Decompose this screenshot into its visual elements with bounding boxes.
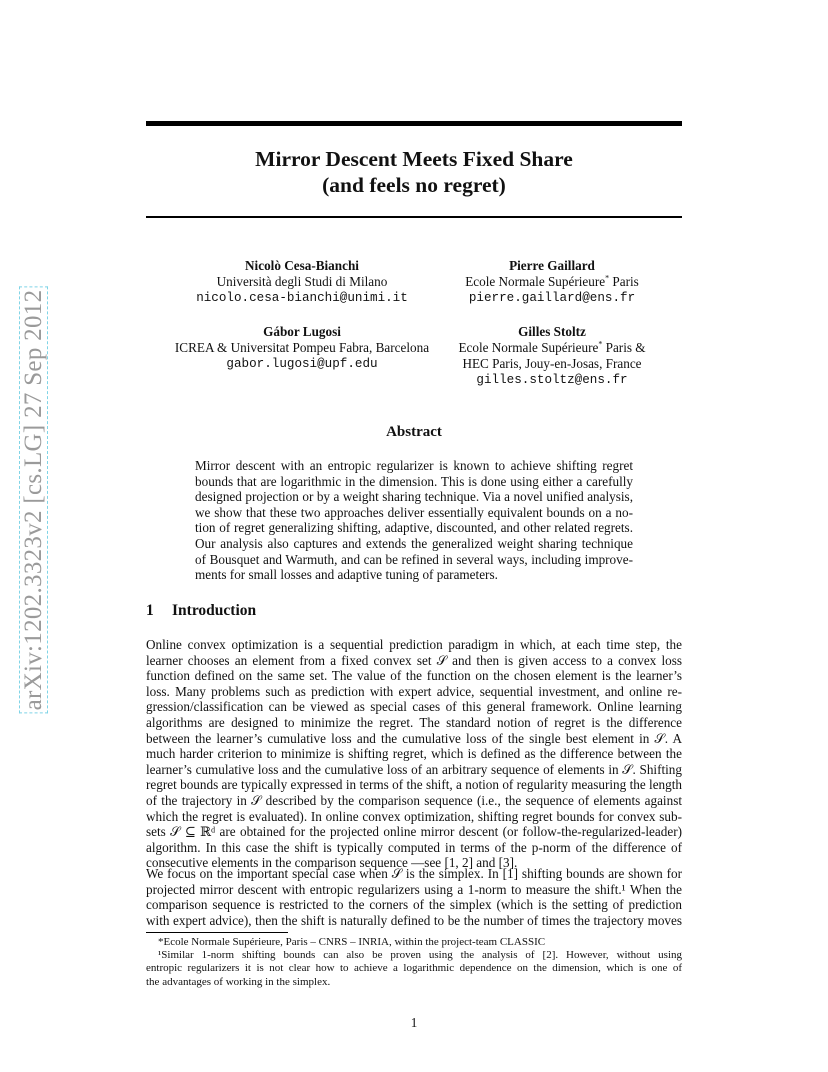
text-line: algorithms are designed to minimize the regret. The standard notion of regret is the difference	[146, 714, 682, 730]
footnotes	[146, 936, 682, 989]
abstract-line: tion of regret generalizing shifting, adaptive, discounted, and other related regrets.	[195, 520, 633, 536]
abstract-line: of Bousquet and Warmuth, and can be refined in several ways, including improve-	[195, 551, 633, 567]
text-line: with expert advice), then the shift is naturally defined to be the number of times the trajectory moves	[146, 912, 682, 928]
author-name: Nicolò Cesa-Bianchi	[245, 258, 359, 273]
section-number: 1	[146, 602, 154, 619]
title-top-rule	[146, 121, 682, 126]
title-line-1: Mirror Descent Meets Fixed Share	[255, 147, 573, 171]
text-line: learner chooses an element from a fixed convex set 𝒮 and then is given access to a convex loss	[146, 652, 682, 668]
text-line: loss. Many problems such as prediction with expert advice, sequential investment, and online re-	[146, 683, 682, 699]
abstract-line: designed projection or by a weight sharing technique. Via a novel unified analysis,	[195, 489, 633, 505]
page-number: 1	[410, 1015, 418, 1030]
author-email[interactable]: pierre.gaillard@ens.fr	[468, 291, 636, 305]
text-line: much harder criterion to minimize is shifting regret, which is defined as the difference between the	[146, 746, 682, 762]
text-line: between the learner’s cumulative loss and the cumulative loss of the single best element in 𝒮. A	[146, 730, 682, 746]
text-line: which the regret is evaluated). In online convex optimization, shifting regret bounds for convex sub-	[146, 808, 682, 824]
author-affiliation: Ecole Normale Supérieure* Paris &	[458, 339, 646, 355]
text-line: learner’s cumulative loss and the cumulative loss of an arbitrary sequence of elements in 𝒮. Shifting	[146, 761, 682, 777]
footnote-1-line: entropic regularizers it is not clear how to achieve a logarithmic dependence on the dimension, which is one of	[146, 962, 682, 975]
author-affiliation: ICREA & Universitat Pompeu Fabra, Barcelona	[174, 340, 430, 355]
author-email[interactable]: nicolo.cesa-bianchi@unimi.it	[196, 291, 408, 305]
title-line-2: (and feels no regret)	[322, 173, 506, 197]
author-email[interactable]: gilles.stoltz@ens.fr	[476, 373, 628, 387]
abstract-line: bounds that are logarithmic in the dimension. This is done using either a carefully	[195, 473, 633, 489]
author-block-4	[402, 324, 702, 388]
text-line: comparison sequence is restricted to the corners of the simplex (which is the setting of prediction	[146, 897, 682, 913]
abstract-line: we show that these two approaches deliver essentially equivalent bounds on a no-	[195, 504, 633, 520]
text-line: Online convex optimization is a sequential prediction paradigm in which, at each time step, the	[146, 637, 682, 652]
text-line: regret bounds are typically expressed in terms of the shift, a notion of regularity measuring the length	[146, 777, 682, 793]
text-line: algorithm. In this case the shift is typically computed in terms of the p-norm of the difference of	[146, 839, 682, 855]
intro-paragraph-1	[146, 637, 682, 871]
author-name: Gilles Stoltz	[518, 324, 586, 339]
paper-title	[146, 146, 682, 198]
author-name: Gábor Lugosi	[263, 324, 341, 339]
footnote-affiliation: *Ecole Normale Supérieure, Paris – CNRS – INRIA, within the project-team CLASSIC	[158, 936, 546, 948]
author-affiliation: Ecole Normale Supérieure* Paris	[465, 273, 639, 289]
section-title: Introduction	[172, 602, 257, 619]
text-line: We focus on the important special case when 𝒮 is the simplex. In [1] shifting bounds are shown for	[146, 866, 682, 881]
abstract-body	[195, 458, 633, 583]
author-email[interactable]: gabor.lugosi@upf.edu	[226, 357, 378, 371]
abstract-heading: Abstract	[386, 424, 442, 440]
abstract-line: Mirror descent with an entropic regularizer is known to achieve shifting regret	[195, 458, 633, 473]
author-block-2	[402, 258, 702, 306]
author-name: Pierre Gaillard	[509, 258, 595, 273]
footnote-1-line: the advantages of working in the simplex.	[146, 975, 331, 988]
footnote-1-line: ¹Similar 1-norm shifting bounds can also be proven using the analysis of [2]. However, without using	[158, 949, 682, 962]
footnote-rule	[146, 932, 288, 933]
text-line: of the trajectory in 𝒮 described by the comparison sequence (i.e., the sequence of elements against	[146, 792, 682, 808]
arxiv-stamp[interactable]: arXiv:1202.3323v2 [cs.LG] 27 Sep 2012	[20, 287, 48, 714]
title-bottom-rule	[146, 216, 682, 218]
section-heading	[146, 602, 256, 620]
text-line: projected mirror descent with entropic regularizers using a 1-norm to measure the shift.¹ When the	[146, 881, 682, 897]
text-line: consecutive elements in the comparison sequence —see [1, 2] and [3].	[146, 855, 518, 871]
abstract-line: ments for small losses and adaptive tuning of parameters.	[195, 567, 498, 583]
abstract-line: Our analysis also captures and extends the generalized weight sharing technique	[195, 535, 633, 551]
intro-paragraph-2	[146, 866, 682, 928]
text-line: gression/classification can be viewed as special cases of this general framework. Online learning	[146, 699, 682, 715]
author-affiliation-2: HEC Paris, Jouy-en-Josas, France	[462, 356, 642, 371]
text-line: function defined on the same set. The value of the function on the chosen element is the learner’s	[146, 668, 682, 684]
text-line: sets 𝒮 ⊆ ℝᵈ are obtained for the projected online mirror descent (or follow-the-regularized-leader)	[146, 824, 682, 840]
author-affiliation: Università degli Studi di Milano	[216, 274, 388, 289]
